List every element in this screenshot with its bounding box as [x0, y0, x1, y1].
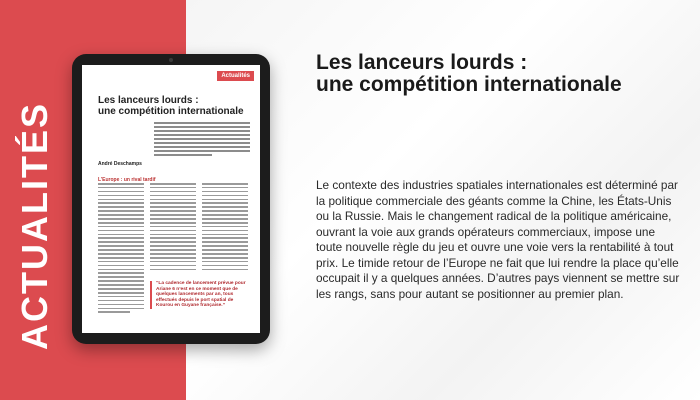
tablet-screen [82, 65, 260, 333]
article-title-line1: Les lanceurs lourds : [316, 51, 528, 74]
tablet-author: André Deschamps [98, 161, 142, 167]
section-label: ACTUALITÉS [14, 102, 55, 350]
tablet-mockup [72, 54, 270, 344]
tablet-title-line2: une compétition internationale [98, 106, 244, 117]
tablet-article-title [98, 95, 248, 117]
tablet-column-1 [98, 183, 144, 315]
tablet-section-tag: Actualités [217, 71, 254, 81]
tablet-column-2 [150, 183, 196, 277]
article-title-line2: une compétition internationale [316, 73, 622, 96]
tablet-subheading: L’Europe : un rival tardif [98, 177, 156, 183]
tablet-pull-quote: “La cadence de lancement prévue pour Ariane 6 n’est en ce moment que de quelques lancements par an, tous effectués depuis le port spatial de Kourou en Guyane française.” [150, 281, 248, 309]
tablet-column-3 [202, 183, 248, 277]
camera-icon [169, 58, 173, 62]
tablet-title-line1: Les lanceurs lourds : [98, 95, 199, 106]
article-title [316, 52, 686, 96]
tablet-intro-text [154, 122, 250, 158]
article-summary: Le contexte des industries spatiales internationales est déterminé par la politique commerciale des géants comme la Chine, les États-Unis ou la Russie. Mais le changement radical de la politique américaine, ouvrant la voie aux grands opérateurs commerciaux, impose une toute nouvelle règle du jeu et ouvre une voie vers la rentabilité à tout prix. Le timide retour de l’Europe ne fait que lui rendre la place qu’elle occupait il y a quelques années. D’autres pays viennent se mettre sur les rangs, sans pour autant se positionner au premier plan. [316, 178, 680, 301]
